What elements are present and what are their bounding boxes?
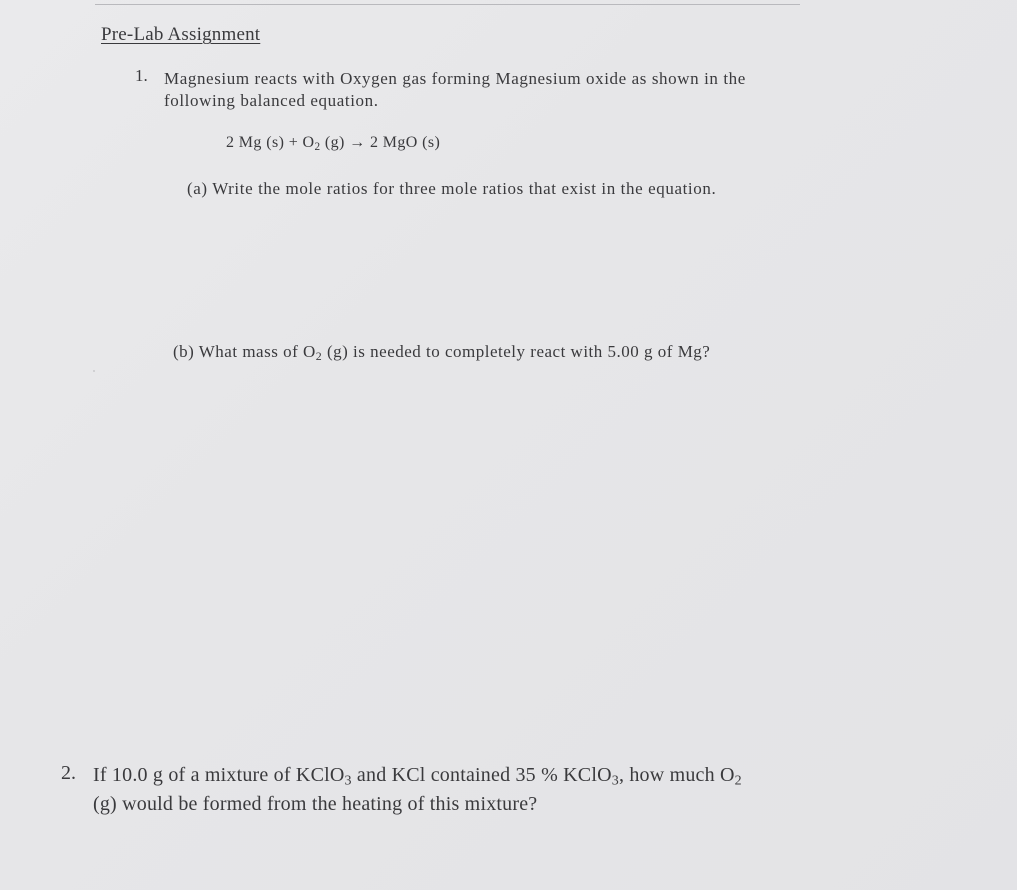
question-2-part-3: , how much O [618,764,735,786]
question-1a: (a) Write the mole ratios for three mole ratios that exist in the equation. [187,179,717,198]
equation-part-1: 2 Mg (s) + O [226,134,315,151]
question-2-number: 2. [61,762,76,784]
equation-subscript: 2 [314,140,321,153]
paper-speck [93,370,95,372]
top-rule [95,4,800,5]
question-1b-part-2: (g) is needed to completely react with 5.00 g of Mg? [322,342,711,361]
equation-part-2: (g) → 2 MgO (s) [320,134,441,151]
question-1-text [164,68,884,112]
question-2-line-1 [93,761,923,790]
question-2-part-1: If 10.0 g of a mixture of KClO [93,764,345,786]
balanced-equation [226,134,440,152]
question-1-line-2: following balanced equation. [164,91,379,110]
question-1-line-1: Magnesium reacts with Oxygen gas forming Magnesium oxide as shown in the [164,69,746,88]
question-1b [173,342,710,362]
question-2-subscript-1: 3 [344,773,352,789]
question-2-subscript-3: 2 [734,773,742,789]
question-2-part-2: and KCl contained 35 % KClO [351,764,612,786]
page-heading: Pre-Lab Assignment [101,24,261,45]
question-1-number: 1. [135,66,148,85]
question-1b-subscript: 2 [315,348,323,363]
question-2-subscript-2: 3 [611,773,619,789]
question-1b-part-1: (b) What mass of O [173,342,316,361]
question-2-text [93,761,923,819]
question-2-line-2: (g) would be formed from the heating of this mixture? [93,793,538,815]
